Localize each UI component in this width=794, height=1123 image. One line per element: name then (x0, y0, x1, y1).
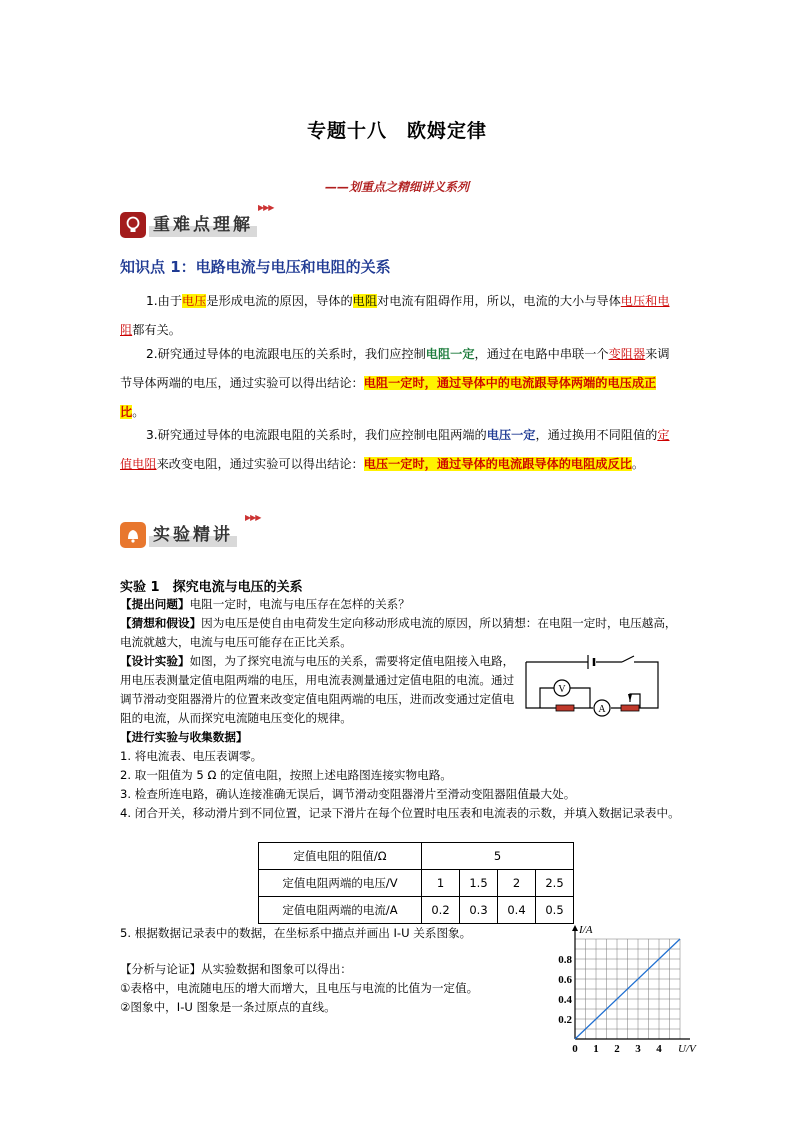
key-term: 电阻一定 (425, 347, 475, 361)
conclusion-highlight: 电阻一定时，通过导体中的电流跟导体两端的电压成正比 (120, 376, 657, 419)
lightbulb-icon (120, 212, 146, 238)
underlined-term: 变阻器 (608, 347, 646, 361)
text: ，通过换用不同阻值的 (535, 428, 658, 442)
text: 电阻一定时，电流与电压存在怎样的关系？ (189, 597, 410, 611)
y-tick-label: 0.6 (558, 974, 572, 986)
text: 。 (132, 405, 145, 419)
table-cell: 0.3 (460, 897, 498, 924)
y-axis-label: I/A (579, 924, 593, 936)
page-subtitle: ——划重点之精细讲义系列 (324, 180, 469, 194)
iu-chart (545, 924, 705, 1059)
design-para (120, 652, 515, 728)
table-cell: 2 (498, 870, 536, 897)
conclusion-2: ②图象中，I-U 图象是一条过原点的直线。 (120, 1000, 336, 1014)
tag: 【提出问题】 (120, 597, 190, 611)
text: 从实验数据和图象可以得出： (201, 962, 352, 976)
page-title: 专题十八 欧姆定律 (306, 120, 487, 142)
tag: 【分析与论证】 (120, 962, 202, 976)
paragraph-1 (120, 287, 680, 345)
y-tick-label: 0.4 (558, 994, 572, 1006)
x-tick-label: 1 (593, 1043, 599, 1055)
table-row (259, 870, 574, 897)
section-badge-key-points (120, 210, 257, 240)
x-axis-label: U/V (678, 1043, 696, 1055)
question-line (120, 595, 680, 614)
knowledge-point-heading: 知识点 1：电路电流与电压和电阻的关系 (120, 258, 391, 276)
text: 3.研究通过导体的电流跟电阻的关系时，我们应控制电阻两端的 (146, 428, 487, 442)
text: 来调节导体两端的电压，通过实验可以得出结论： (120, 347, 670, 390)
table-cell: 0.4 (498, 897, 536, 924)
table-cell: 2.5 (536, 870, 574, 897)
table-cell: 定值电阻两端的电压/V (259, 870, 422, 897)
y-tick-label: 0.2 (558, 1014, 572, 1026)
table-cell: 0.2 (422, 897, 460, 924)
section-badge-experiment (120, 520, 237, 550)
step-2: 2. 取一阻值为 5 Ω 的定值电阻，按照上述电路图连接实物电路。 (120, 768, 452, 782)
text: 都有关。 (132, 323, 181, 337)
table-row (259, 843, 574, 870)
table-cell: 定值电阻的阻值/Ω (259, 843, 422, 870)
data-table (258, 842, 574, 924)
x-tick-label: 2 (614, 1043, 620, 1055)
highlight: 电阻 (352, 294, 378, 308)
section-label: 重难点理解 (149, 213, 257, 237)
ammeter-label: A (598, 704, 606, 715)
y-tick-label: 0.8 (558, 954, 572, 966)
section-label: 实验精讲 (149, 523, 237, 547)
table-cell: 定值电阻两端的电流/A (259, 897, 422, 924)
table-cell: 0.5 (536, 897, 574, 924)
y-axis-arrow (572, 925, 578, 931)
underlined-term: 电压和电阻 (120, 294, 670, 337)
arrows-icon: ▶▶▶ (258, 203, 274, 212)
slider-arrow (628, 694, 632, 702)
table-cell: 5 (422, 843, 574, 870)
text: 如图，为了探究电流与电压的关系，需要将定值电阻接入电路，用电压表测量定值电阻两端的电压，用电流表测量通过定值电阻的电流。通过调节滑动变阻器滑片的位置来改变定值电阻两端的电压，进而改变通过定值电阻的电流，从而探究电流随电压变化的规律。 (120, 654, 515, 725)
text: 因为电压是使自由电荷发生定向移动形成电流的原因，所以猜想：在电阻一定时，电压越高，电流就越大，电流与电压可能存在正比关系。 (120, 616, 677, 649)
step-3: 3. 检查所连电路，确认连接准确无误后，调节滑动变阻器滑片至滑动变阻器阻值最大处。 (120, 787, 576, 801)
table-cell: 1.5 (460, 870, 498, 897)
highlight: 电压 (182, 294, 207, 308)
voltmeter-label: V (558, 684, 566, 695)
chart-axes (572, 925, 690, 1039)
x-tick-label: 3 (635, 1043, 641, 1055)
conclusion-1: ①表格中，电流随电压的增大而增大，且电压与电流的比值为一定值。 (120, 981, 479, 995)
text: 2.研究通过导体的电流跟电压的关系时，我们应控制 (146, 347, 426, 361)
experiment-title: 实验 1 探究电流与电压的关系 (120, 580, 303, 595)
conclusion-highlight: 电压一定时，通过导体的电流跟导体的电阻成反比 (363, 457, 632, 471)
collect-heading: 【进行实验与收集数据】 (120, 730, 248, 744)
step-5: 5. 根据数据记录表中的数据，在坐标系中描点并画出 I-U 关系图象。 (120, 926, 472, 940)
hypothesis-para (120, 614, 680, 652)
text: 是形成电流的原因，导体的 (206, 294, 353, 308)
table-cell: 1 (422, 870, 460, 897)
x-tick-label: 0 (572, 1043, 578, 1055)
tag: 【猜想和假设】 (120, 616, 202, 630)
step-4: 4. 闭合开关，移动滑片到不同位置，记录下滑片在每个位置时电压表和电流表的示数，并填入数据记录表中。 (120, 806, 680, 820)
text: 。 (631, 457, 645, 471)
circuit-diagram (522, 650, 662, 718)
underlined-term: 定值电阻 (120, 428, 670, 471)
text: ，通过在电路中串联一个 (474, 347, 609, 361)
text: 来改变电阻，通过实验可以得出结论： (156, 457, 364, 471)
paragraph-2 (120, 340, 680, 427)
step-1: 1. 将电流表、电压表调零。 (120, 749, 263, 763)
bell-icon (120, 522, 146, 548)
arrows-icon: ▶▶▶ (245, 513, 261, 522)
table-row (259, 897, 574, 924)
key-term: 电压一定 (486, 428, 536, 442)
paragraph-3 (120, 421, 680, 479)
text: 对电流有阻碍作用，所以，电流的大小与导体 (377, 294, 621, 308)
sliding-rheostat (621, 705, 639, 711)
text: 1.由于 (146, 294, 183, 308)
tag: 【设计实验】 (120, 654, 190, 668)
x-tick-label: 4 (656, 1043, 662, 1055)
fixed-resistor (556, 705, 574, 711)
